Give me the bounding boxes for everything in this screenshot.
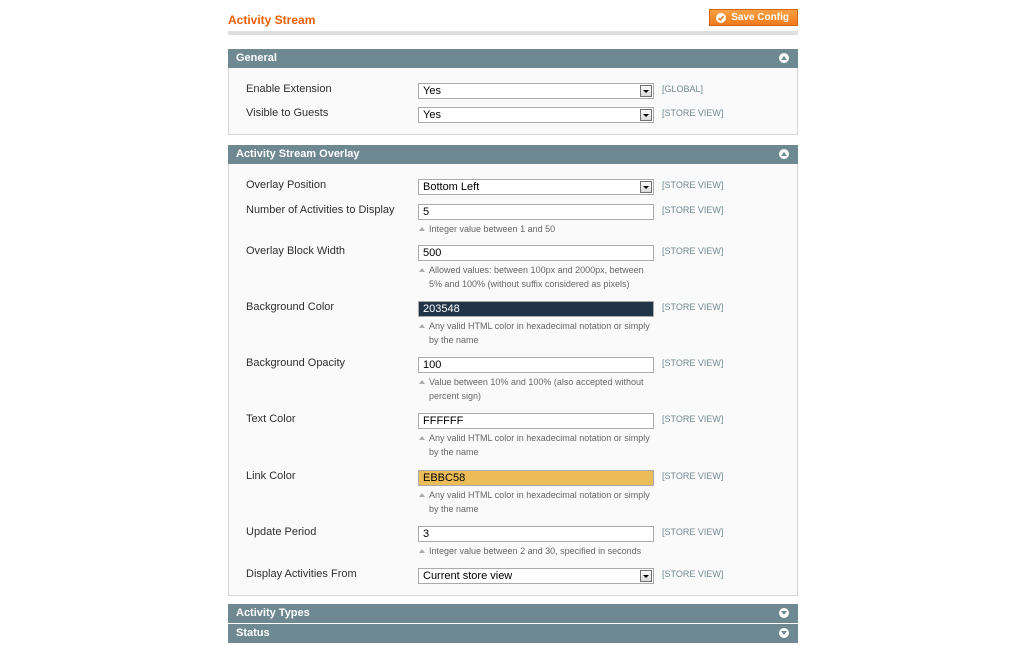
overlay-position-value: Bottom Left xyxy=(423,181,480,193)
section-activity-types-header[interactable] xyxy=(228,604,798,623)
note-line: Any valid HTML color in hexadecimal notation or simply xyxy=(429,490,650,500)
section-status-header[interactable] xyxy=(228,624,798,643)
text-color-input[interactable]: FFFFFF xyxy=(418,413,654,429)
section-general-body xyxy=(228,68,798,135)
note-line: Any valid HTML color in hexadecimal notation or simply xyxy=(429,433,650,443)
collapse-icon[interactable] xyxy=(779,53,789,63)
scope-label: [STORE VIEW] xyxy=(662,302,724,312)
note-line: by the name xyxy=(429,335,479,345)
scope-label: [STORE VIEW] xyxy=(662,108,724,118)
save-config-label: Save Config xyxy=(731,12,789,23)
note-line: by the name xyxy=(429,504,479,514)
enable-extension-label: Enable Extension xyxy=(246,83,332,95)
update-period-note xyxy=(418,544,663,558)
overlay-position-label: Overlay Position xyxy=(246,179,327,191)
visible-to-guests-select[interactable] xyxy=(418,107,654,123)
background-color-note xyxy=(418,319,663,347)
display-from-label: Display Activities From xyxy=(246,568,357,580)
scope-label: [STORE VIEW] xyxy=(662,180,724,190)
expand-icon[interactable] xyxy=(779,628,789,638)
section-activity-types-title: Activity Types xyxy=(236,607,310,619)
enable-extension-select[interactable] xyxy=(418,83,654,99)
scope-label: [STORE VIEW] xyxy=(662,569,724,579)
dropdown-arrow-icon[interactable] xyxy=(640,181,652,193)
section-general-title: General xyxy=(236,52,277,64)
background-color-label: Background Color xyxy=(246,301,335,313)
config-page xyxy=(228,0,798,639)
section-status-title: Status xyxy=(236,627,270,639)
section-overlay-title: Activity Stream Overlay xyxy=(236,148,360,160)
section-general-header[interactable] xyxy=(228,49,798,68)
background-opacity-label: Background Opacity xyxy=(246,357,346,369)
section-status xyxy=(228,624,798,643)
background-color-input[interactable]: 203548 xyxy=(418,301,654,317)
overlay-position-select[interactable] xyxy=(418,179,654,195)
section-overlay-header[interactable] xyxy=(228,145,798,164)
save-config-button[interactable] xyxy=(709,9,798,26)
note-arrow-icon xyxy=(419,436,425,440)
note-arrow-icon xyxy=(419,380,425,384)
scope-label: [GLOBAL] xyxy=(662,84,704,94)
note-line: 5% and 100% (without suffix considered as pixels) xyxy=(429,279,630,289)
note-line: Value between 10% and 100% (also accepted without xyxy=(429,377,644,387)
scope-label: [STORE VIEW] xyxy=(662,358,724,368)
note-arrow-icon xyxy=(419,324,425,328)
background-opacity-note xyxy=(418,375,663,403)
link-color-input[interactable]: EBBC58 xyxy=(418,470,654,486)
enable-extension-value: Yes xyxy=(423,85,441,97)
text-color-label: Text Color xyxy=(246,413,296,425)
num-activities-label: Number of Activities to Display xyxy=(246,204,395,216)
note-line: by the name xyxy=(429,447,479,457)
note-line: Allowed values: between 100px and 2000px, between xyxy=(429,265,644,275)
scope-label: [STORE VIEW] xyxy=(662,205,724,215)
note-arrow-icon xyxy=(419,268,425,272)
dropdown-arrow-icon[interactable] xyxy=(640,85,652,97)
scope-label: [STORE VIEW] xyxy=(662,527,724,537)
section-overlay-body xyxy=(228,164,798,596)
note-line: Any valid HTML color in hexadecimal notation or simply xyxy=(429,321,650,331)
collapse-icon[interactable] xyxy=(779,149,789,159)
section-general xyxy=(228,49,798,135)
scope-label: [STORE VIEW] xyxy=(662,471,724,481)
link-color-label: Link Color xyxy=(246,470,296,482)
link-color-note xyxy=(418,488,663,516)
block-width-input[interactable]: 500 xyxy=(418,245,654,261)
note-line: Integer value between 2 and 30, specified in seconds xyxy=(429,546,642,556)
visible-to-guests-label: Visible to Guests xyxy=(246,107,329,119)
expand-icon[interactable] xyxy=(779,608,789,618)
note-arrow-icon xyxy=(419,227,425,231)
background-opacity-input[interactable]: 100 xyxy=(418,357,654,373)
num-activities-input[interactable]: 5 xyxy=(418,204,654,220)
dropdown-arrow-icon[interactable] xyxy=(640,570,652,582)
note-arrow-icon xyxy=(419,493,425,497)
scope-label: [STORE VIEW] xyxy=(662,414,724,424)
check-icon xyxy=(716,13,726,23)
update-period-label: Update Period xyxy=(246,526,317,538)
text-color-note xyxy=(418,431,663,459)
scope-label: [STORE VIEW] xyxy=(662,246,724,256)
num-activities-note xyxy=(418,222,663,236)
note-line: Integer value between 1 and 50 xyxy=(429,224,556,234)
visible-to-guests-value: Yes xyxy=(423,109,441,121)
block-width-note xyxy=(418,263,663,291)
display-from-value: Current store view xyxy=(423,570,513,582)
block-width-label: Overlay Block Width xyxy=(246,245,346,257)
page-title: Activity Stream xyxy=(228,13,316,27)
page-header xyxy=(228,0,798,35)
display-from-select[interactable] xyxy=(418,568,654,584)
section-activity-types xyxy=(228,604,798,623)
section-overlay xyxy=(228,145,798,596)
note-line: percent sign) xyxy=(429,391,482,401)
dropdown-arrow-icon[interactable] xyxy=(640,109,652,121)
note-arrow-icon xyxy=(419,549,425,553)
update-period-input[interactable]: 3 xyxy=(418,526,654,542)
